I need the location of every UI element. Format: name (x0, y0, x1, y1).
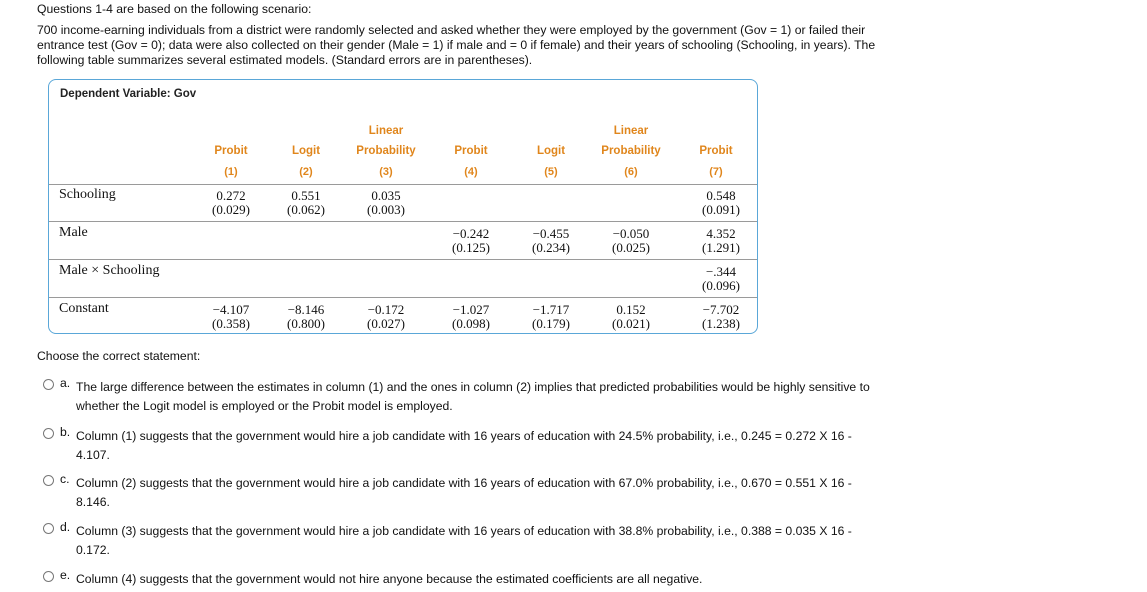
option-text: Column (2) suggests that the government would hire a job candidate with 16 years of education with 67.0% probability, i.e., 0.670 = 0.551 X 16 - 8.146. (76, 476, 852, 509)
col6-header: Probability (601, 145, 661, 157)
table-cell: 0.152 (0.021) (612, 302, 650, 331)
row-divider (49, 259, 757, 260)
col7-number: (7) (709, 166, 723, 178)
table-cell: −7.702 (1.238) (702, 302, 740, 331)
table-cell: −0.455 (0.234) (532, 226, 570, 255)
table-cell: 0.272 (0.029) (212, 188, 250, 217)
col6-header-line1: Linear (613, 125, 649, 137)
option-text: Column (4) suggests that the government would not hire anyone because the estimated coefficients are all negative. (76, 572, 703, 586)
col3-header-line1: Linear (368, 125, 404, 137)
col3-number: (3) (379, 166, 393, 178)
option-letter: e. (60, 568, 71, 582)
row-divider (49, 297, 757, 298)
option-text: The large difference between the estimates in column (1) and the ones in column (2) implies that predicted probabilities would be highly sensitive to whether the Logit model is employed or the Probit model is employed. (76, 380, 870, 413)
option-letter: b. (60, 425, 71, 439)
radio-button[interactable] (43, 428, 54, 439)
radio-button[interactable] (43, 571, 54, 582)
option-letter: d. (60, 520, 71, 534)
option-text: Column (1) suggests that the government would hire a job candidate with 16 years of education with 24.5% probability, i.e., 0.245 = 0.272 X 16 - 4.107. (76, 429, 852, 462)
table-cell: −4.107 (0.358) (212, 302, 250, 331)
col3-header: Probability (356, 145, 416, 157)
row-divider (49, 221, 757, 222)
table-cell: −1.027 (0.098) (452, 302, 490, 331)
col4-header: Probit (454, 145, 488, 157)
row-label-male: Male (59, 225, 88, 240)
table-cell: −0.172 (0.027) (367, 302, 405, 331)
radio-button[interactable] (43, 475, 54, 486)
scenario-text: 700 income-earning individuals from a district were randomly selected and asked whether they were employed by the government (Gov = 1) or failed their entrance test (Gov = 0); data were also collected on their gender (Male = 1) if male and = 0 if female) and their years of schooling (Schooling, in years). The following table summarizes several estimated models. (Standard errors are in parentheses). (37, 23, 876, 67)
option-letter: c. (60, 472, 70, 486)
table-cell: 0.035 (0.003) (367, 188, 405, 217)
col1-header: Probit (214, 145, 248, 157)
table-cell: −0.050 (0.025) (612, 226, 650, 255)
row-divider (49, 184, 757, 185)
col2-number: (2) (299, 166, 313, 178)
option-letter: a. (60, 376, 71, 390)
question-prompt: Choose the correct statement: (37, 349, 201, 363)
table-cell: −0.242 (0.125) (452, 226, 490, 255)
col5-number: (5) (544, 166, 558, 178)
table-cell: −1.717 (0.179) (532, 302, 570, 331)
regression-table (48, 79, 758, 334)
col6-number: (6) (624, 166, 638, 178)
table-cell: 0.551 (0.062) (287, 188, 325, 217)
col5-header: Logit (536, 145, 566, 157)
table-cell: −8.146 (0.800) (287, 302, 325, 331)
table-cell: 0.548 (0.091) (702, 188, 740, 217)
col4-number: (4) (464, 166, 478, 178)
row-label-constant: Constant (59, 301, 109, 316)
table-cell: −.344 (0.096) (702, 264, 740, 293)
dependent-variable-label: Dependent Variable: Gov (60, 88, 197, 100)
table-cell: 4.352 (1.291) (702, 226, 740, 255)
row-label-male-x-schooling: Male × Schooling (59, 263, 160, 278)
row-label-schooling: Schooling (59, 187, 116, 202)
col1-number: (1) (224, 166, 238, 178)
radio-button[interactable] (43, 523, 54, 534)
col2-header: Logit (291, 145, 321, 157)
scenario-heading: Questions 1-4 are based on the following scenario: (37, 2, 312, 16)
col7-header: Probit (699, 145, 733, 157)
option-text: Column (3) suggests that the government would hire a job candidate with 16 years of education with 38.8% probability, i.e., 0.388 = 0.035 X 16 - 0.172. (76, 524, 852, 557)
scenario-intro (37, 2, 897, 68)
radio-button[interactable] (43, 379, 54, 390)
